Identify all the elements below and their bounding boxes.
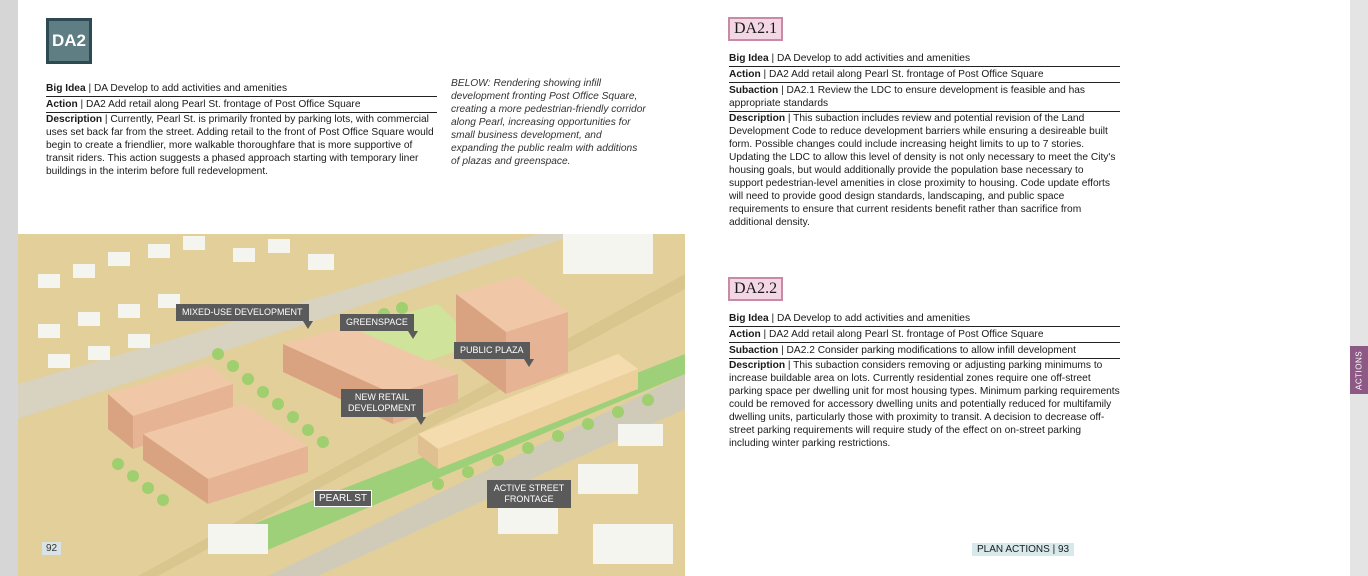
- da22-action-label: Action: [729, 329, 761, 340]
- da21-action-label: Action: [729, 69, 761, 80]
- description-label: Description: [46, 114, 103, 125]
- action-row: [46, 97, 437, 113]
- action-text: | DA2 Add retail along Pearl St. frontage of Post Office Square: [77, 99, 361, 110]
- site-rendering: [18, 234, 685, 576]
- big-idea-text: | DA Develop to add activities and amenities: [85, 83, 288, 94]
- description-text: | Currently, Pearl St. is primarily fronted by parking lots, with commercial uses set back far from the street. Adding retail to the front of Post Office Square would begin to create a friendlier, more walkable thoroughfare that is more supportive of transit riders. This action suggests a phased approach starting with temporary liner buildings in the interim before full redevelopment.: [46, 114, 434, 177]
- description-block: [46, 113, 437, 178]
- da2-badge: [46, 18, 92, 64]
- da21-meta: [729, 51, 1120, 229]
- big-idea-row: [46, 81, 437, 97]
- da22-description-text: | This subaction considers removing or adjusting parking minimums to increase buildable area on lots. Currently residential zones require one off-street parking space per dwelling unit for most housing types. Minimum parking requirements could be removed for accessory dwelling units and potentially reduced for multifamily dwelling units, particularly those with proximity to transit. A decision to decrease off-street parking requirements will require study of the effect on on-street parking including winter parking restrictions.: [729, 360, 1120, 449]
- da21-badge: DA2.1: [728, 17, 783, 41]
- da22-description-label: Description: [729, 360, 786, 371]
- page-number-right: 93: [1057, 544, 1070, 555]
- da22-action-row: [729, 327, 1120, 343]
- page-footer-right: [972, 543, 1074, 556]
- page-edge: [1350, 0, 1368, 576]
- da22-big-idea-label: Big Idea: [729, 313, 769, 324]
- da22-subaction-text: | DA2.2 Consider parking modifications to allow infill development: [778, 345, 1076, 356]
- da21-subaction-row: [729, 83, 1120, 112]
- label-active-street-frontage: ACTIVE STREET FRONTAGE: [487, 480, 571, 508]
- page-number-left: 92: [42, 542, 61, 555]
- da21-subaction-label: Subaction: [729, 85, 779, 96]
- da21-action-text: | DA2 Add retail along Pearl St. frontage of Post Office Square: [760, 69, 1044, 80]
- da21-description: [729, 112, 1120, 229]
- da2-badge-label: DA2: [51, 31, 86, 50]
- da21-subaction-text: | DA2.1 Review the LDC to ensure development is feasible and has appropriate standards: [729, 85, 1085, 109]
- figure-caption: BELOW: Rendering showing infill development fronting Post Office Square, creating a more pedestrian-friendly corridor along Pearl, increasing opportunities for small business development, and expanding the public realm with additions of plazas and greenspace.: [451, 78, 646, 167]
- label-new-retail-development: NEW RETAIL DEVELOPMENT: [341, 389, 423, 417]
- da2-meta: [46, 81, 437, 178]
- da22-big-idea-text: | DA Develop to add activities and amenities: [768, 313, 971, 324]
- label-mixed-use-development: MIXED-USE DEVELOPMENT: [176, 304, 309, 321]
- label-public-plaza: PUBLIC PLAZA: [454, 342, 530, 359]
- da22-big-idea-row: [729, 311, 1120, 327]
- action-label: Action: [46, 99, 78, 110]
- da21-big-idea-label: Big Idea: [729, 53, 769, 64]
- da21-description-text: | This subaction includes review and potential revision of the Land Development Code to reduce development barriers while ensuring a desireable built form. Possible changes could include increasing height limits to up to 7 stories. Updating the LDC to allow this level of density is not only necessary to meet the City's housing goals, but would additionally provide the population base necessary to support pedestrian-level amenities in close proximity to housing. Code update efforts will need to provide good design standards, landscaping, and public space requirements to ensure that current residents benefit rather than sacrifice from additional density.: [729, 113, 1116, 228]
- da21-description-label: Description: [729, 113, 786, 124]
- big-idea-label: Big Idea: [46, 83, 86, 94]
- da21-action-row: [729, 67, 1120, 83]
- label-pearl-st: PEARL ST: [314, 490, 372, 507]
- da21-big-idea-row: [729, 51, 1120, 67]
- da21-big-idea-text: | DA Develop to add activities and amenities: [768, 53, 971, 64]
- da22-subaction-label: Subaction: [729, 345, 779, 356]
- footer-section-label: PLAN ACTIONS: [977, 544, 1050, 555]
- da22-subaction-row: [729, 343, 1120, 359]
- da22-badge: DA2.2: [728, 277, 783, 301]
- label-greenspace: GREENSPACE: [340, 314, 414, 331]
- actions-side-tab[interactable]: ACTIONS: [1350, 346, 1368, 394]
- da22-action-text: | DA2 Add retail along Pearl St. frontage of Post Office Square: [760, 329, 1044, 340]
- da22-meta: [729, 311, 1120, 450]
- da22-description: [729, 359, 1120, 450]
- footer-separator: |: [1049, 544, 1058, 555]
